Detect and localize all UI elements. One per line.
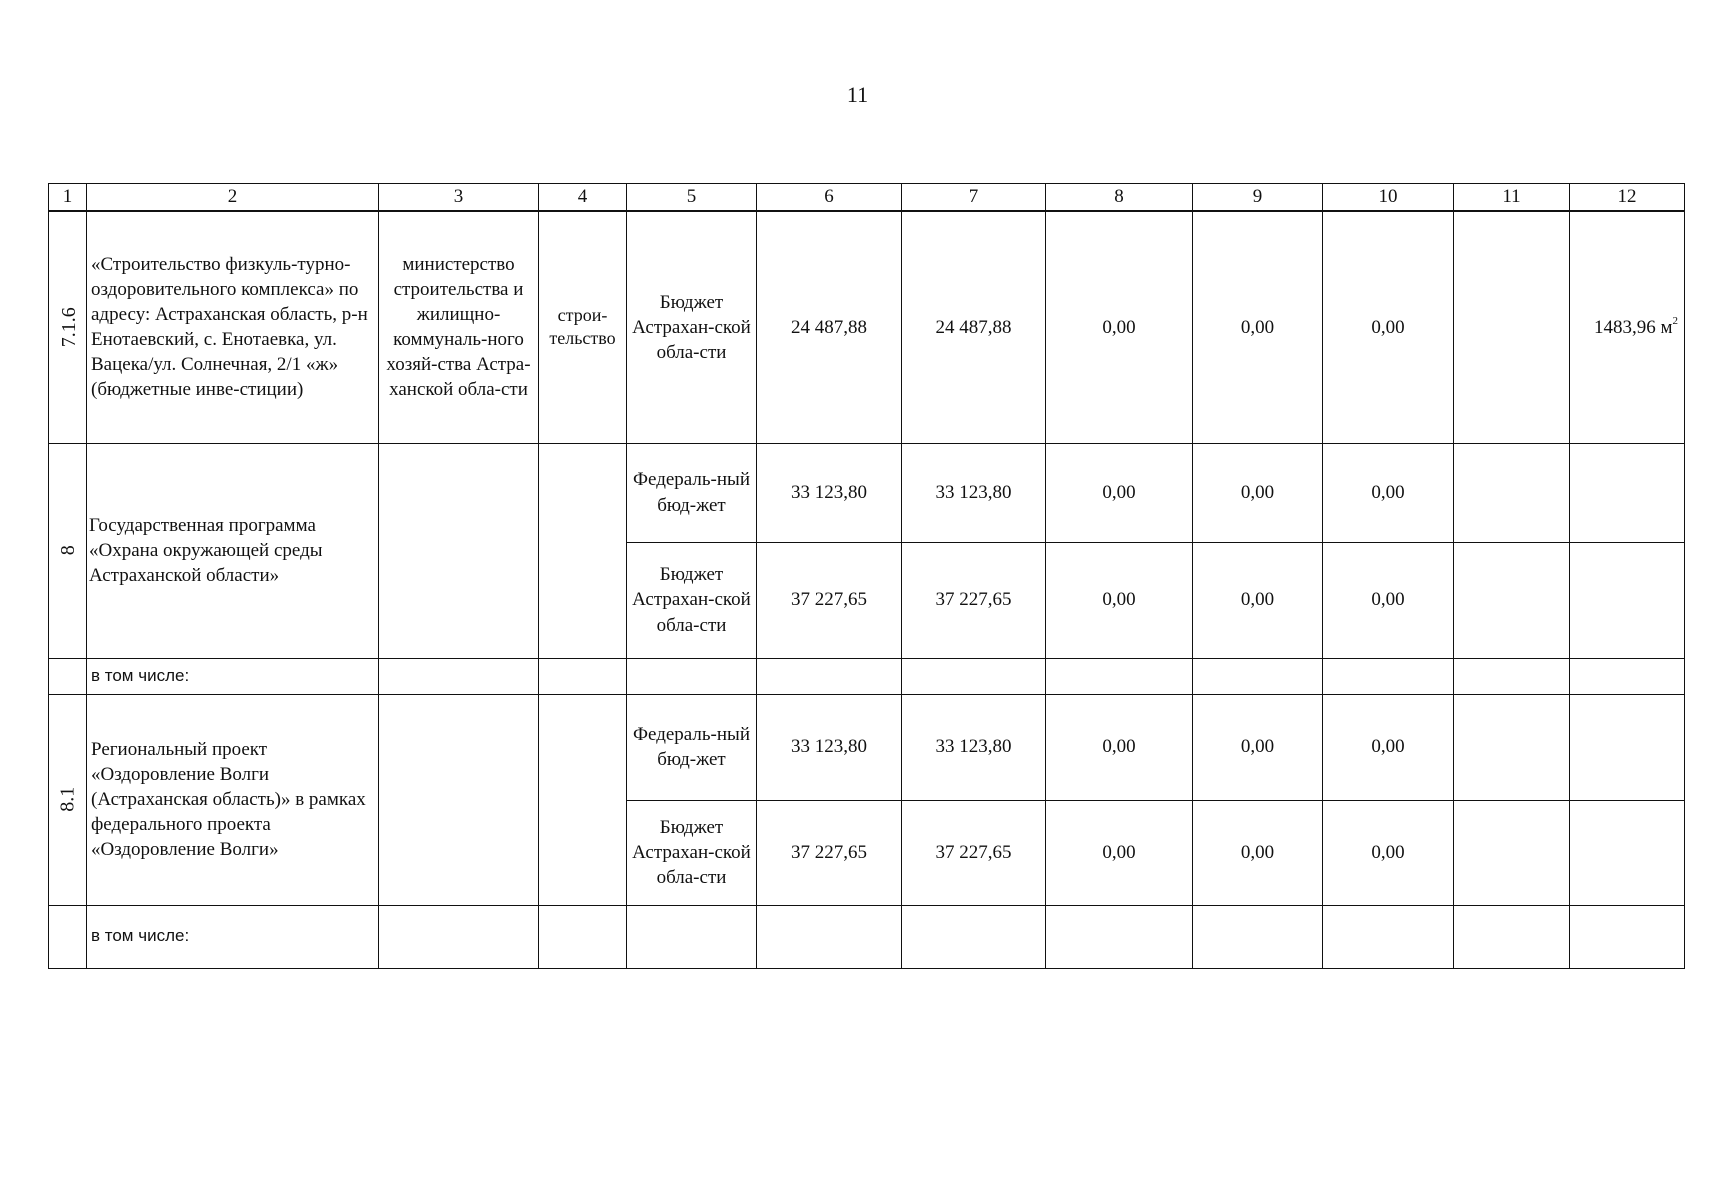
header-cell: 7 <box>902 184 1046 212</box>
value-cell <box>1454 443 1570 542</box>
value-cell <box>1570 542 1685 658</box>
work-type-cell <box>539 443 627 658</box>
capacity-unit-exponent: 2 <box>1672 315 1678 328</box>
value-cell <box>1570 443 1685 542</box>
value-cell: 0,00 <box>1193 443 1323 542</box>
empty-cell <box>627 905 757 968</box>
table-row <box>49 905 1685 968</box>
value-cell <box>1454 542 1570 658</box>
table-row <box>49 443 1685 542</box>
table-row <box>49 694 1685 800</box>
value-cell: 0,00 <box>1046 542 1193 658</box>
project-name-cell: Региональный проект «Оздоровление Волги (Астраханская область)» в рамках федерального проекта «Оздоровление Волги» <box>87 694 379 905</box>
header-cell: 12 <box>1570 184 1685 212</box>
row-number-cell <box>49 905 87 968</box>
page-number: 11 <box>846 82 869 107</box>
header-cell: 1 <box>49 184 87 212</box>
funding-source-cell: Бюджет Астрахан-ской обла-сти <box>627 211 757 443</box>
value-cell: 33 123,80 <box>902 443 1046 542</box>
value-cell: 24 487,88 <box>902 211 1046 443</box>
value-cell: 37 227,65 <box>902 800 1046 905</box>
value-cell: 33 123,80 <box>757 443 902 542</box>
value-cell: 37 227,65 <box>902 542 1046 658</box>
value-cell: 0,00 <box>1046 211 1193 443</box>
empty-cell <box>757 905 902 968</box>
empty-cell <box>539 658 627 694</box>
header-cell: 2 <box>87 184 379 212</box>
executor-cell: министерство строительства и жилищно-коммуналь-ного хозяй-ства Астра-ханской обла-сти <box>379 211 539 443</box>
value-cell: 33 123,80 <box>757 694 902 800</box>
row-number-cell <box>49 443 87 658</box>
value-cell: 0,00 <box>1046 694 1193 800</box>
work-type-cell: строи-тельство <box>539 211 627 443</box>
header-cell: 6 <box>757 184 902 212</box>
empty-cell <box>627 658 757 694</box>
header-cell: 9 <box>1193 184 1323 212</box>
header-cell: 8 <box>1046 184 1193 212</box>
value-cell: 33 123,80 <box>902 694 1046 800</box>
empty-cell <box>1570 658 1685 694</box>
program-name-cell: Государственная программа «Охрана окружающей среды Астраханской области» <box>87 443 379 658</box>
object-name-cell: «Строительство физкуль-турно-оздоровительного комплекса» по адресу: Астраханская область, р-н Енотаевский, с. Енотаевка, ул. Вацека/ул. Солнечная, 2/1 «ж» (бюджетные инве-стиции) <box>87 211 379 443</box>
value-cell: 0,00 <box>1193 800 1323 905</box>
header-cell: 5 <box>627 184 757 212</box>
executor-cell <box>379 694 539 905</box>
value-cell: 0,00 <box>1323 443 1454 542</box>
empty-cell <box>539 905 627 968</box>
value-cell <box>1454 211 1570 443</box>
value-cell: 0,00 <box>1193 211 1323 443</box>
empty-cell <box>379 658 539 694</box>
header-row <box>49 184 1685 212</box>
capacity-value: 1483,96 м <box>1593 317 1673 339</box>
value-cell: 24 487,88 <box>757 211 902 443</box>
program-table <box>48 183 1685 969</box>
empty-cell <box>1323 905 1454 968</box>
executor-cell <box>379 443 539 658</box>
value-cell: 0,00 <box>1193 694 1323 800</box>
funding-source-cell: Федераль-ный бюд-жет <box>627 443 757 542</box>
work-type-cell <box>539 694 627 905</box>
funding-source-cell: Бюджет Астрахан-ской обла-сти <box>627 542 757 658</box>
value-cell: 0,00 <box>1046 800 1193 905</box>
empty-cell <box>902 658 1046 694</box>
capacity-cell <box>1570 211 1685 443</box>
value-cell: 0,00 <box>1323 542 1454 658</box>
empty-cell <box>1193 658 1323 694</box>
value-cell <box>1454 694 1570 800</box>
table-row <box>49 658 1685 694</box>
empty-cell <box>379 905 539 968</box>
value-cell: 0,00 <box>1193 542 1323 658</box>
row-number-cell <box>49 658 87 694</box>
empty-cell <box>1046 905 1193 968</box>
value-cell <box>1454 800 1570 905</box>
row-number: 7.1.6 <box>57 307 80 348</box>
funding-source-cell: Федераль-ный бюд-жет <box>627 694 757 800</box>
value-cell: 37 227,65 <box>757 542 902 658</box>
value-cell: 0,00 <box>1046 443 1193 542</box>
table-row <box>49 211 1685 443</box>
value-cell <box>1570 800 1685 905</box>
including-label: в том числе: <box>87 905 379 968</box>
funding-source-cell: Бюджет Астрахан-ской обла-сти <box>627 800 757 905</box>
value-cell: 0,00 <box>1323 211 1454 443</box>
empty-cell <box>1193 905 1323 968</box>
empty-cell <box>1323 658 1454 694</box>
row-number: 8.1 <box>56 786 79 812</box>
header-cell: 4 <box>539 184 627 212</box>
header-cell: 3 <box>379 184 539 212</box>
empty-cell <box>1046 658 1193 694</box>
empty-cell <box>757 658 902 694</box>
empty-cell <box>902 905 1046 968</box>
value-cell: 0,00 <box>1323 800 1454 905</box>
empty-cell <box>1454 905 1570 968</box>
value-cell <box>1570 694 1685 800</box>
including-label: в том числе: <box>87 658 379 694</box>
empty-cell <box>1454 658 1570 694</box>
empty-cell <box>1570 905 1685 968</box>
header-cell: 11 <box>1454 184 1570 212</box>
row-number-cell <box>49 694 87 905</box>
value-cell: 0,00 <box>1323 694 1454 800</box>
row-number: 8 <box>56 545 79 556</box>
header-cell: 10 <box>1323 184 1454 212</box>
row-number-cell <box>49 211 87 443</box>
value-cell: 37 227,65 <box>757 800 902 905</box>
